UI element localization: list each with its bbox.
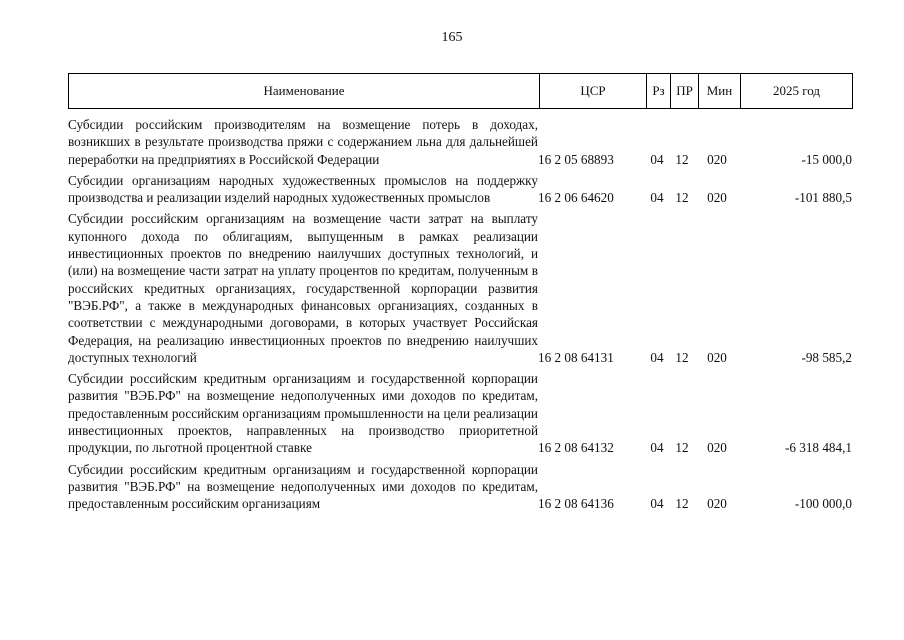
row-rz: 04 (650, 440, 664, 456)
row-rz: 04 (650, 151, 664, 167)
row-csr: 16 2 06 64620 (538, 190, 614, 206)
row-min: 020 (707, 496, 727, 512)
header-rz: Рз (646, 74, 670, 108)
table-row (68, 172, 853, 207)
table-row (68, 370, 853, 456)
row-name: Субсидии российским организациям на возмещение части затрат на выплату купонного дохода по облигациям, выпущенным в рамках реализации инвестиционных проектов по внедрению наилучших доступных технологий, и (или) на возмещение части затрат на уплату процентов по кредитам, полученным в российских кредитных организациях, государственной корпорации развития "ВЭБ.РФ", а также в международных финансовых организациях, созданных в соответствии с международными договорами, в которых участвует Российская Федерация, на реализацию инвестиционных проектов по внедрению наилучших доступных технологий (68, 211, 538, 365)
row-pr: 12 (675, 496, 689, 512)
row-name: Субсидии организациям народных художественных промыслов на поддержку производства и реализации изделий народных художественных промыслов (68, 172, 538, 206)
row-pr: 12 (675, 349, 689, 365)
row-value: -6 318 484,1 (784, 440, 852, 456)
row-rz: 04 (650, 349, 664, 365)
row-min: 020 (707, 151, 727, 167)
page-number: 165 (441, 30, 463, 45)
header-name: Наименование (263, 83, 345, 98)
row-name: Субсидии российским кредитным организациям и государственной корпорации развития "ВЭБ.РФ" на возмещение недополученных ими доходов по кредитам, предоставленным российским организациям промышленности на цели реализации инвестиционных проектов, направленных на производство приоритетной продукции, по льготной процентной ставке (68, 371, 538, 456)
header-pr: ПР (670, 74, 698, 108)
row-value: -98 585,2 (801, 349, 852, 365)
row-rz: 04 (650, 190, 664, 206)
row-csr: 16 2 08 64132 (538, 440, 614, 456)
row-rz: 04 (650, 496, 664, 512)
row-name: Субсидии российским кредитным организациям и государственной корпорации развития "ВЭБ.РФ" на возмещение недополученных ими доходов по кредитам, предоставленным российским организациям (68, 461, 538, 512)
table-header (68, 73, 853, 109)
table-row (68, 210, 853, 366)
row-csr: 16 2 08 64131 (538, 349, 614, 365)
table-row (68, 116, 853, 168)
row-value: -101 880,5 (794, 190, 852, 206)
row-min: 020 (707, 349, 727, 365)
row-csr: 16 2 08 64136 (538, 496, 614, 512)
row-min: 020 (707, 190, 727, 206)
row-value: -15 000,0 (801, 151, 852, 167)
table-body (68, 116, 853, 517)
header-min: Мин (698, 74, 740, 108)
row-min: 020 (707, 440, 727, 456)
row-pr: 12 (675, 440, 689, 456)
table-row (68, 461, 853, 513)
row-name: Субсидии российским производителям на возмещение потерь в доходах, возникших в результате производства пряжи с содержанием льна для дальнейшей переработки на предприятиях в Российской Федерации (68, 117, 538, 167)
row-pr: 12 (675, 151, 689, 167)
header-csr: ЦСР (539, 74, 646, 108)
row-pr: 12 (675, 190, 689, 206)
row-csr: 16 2 05 68893 (538, 151, 614, 167)
row-value: -100 000,0 (794, 496, 852, 512)
header-year: 2025 год (740, 74, 852, 108)
